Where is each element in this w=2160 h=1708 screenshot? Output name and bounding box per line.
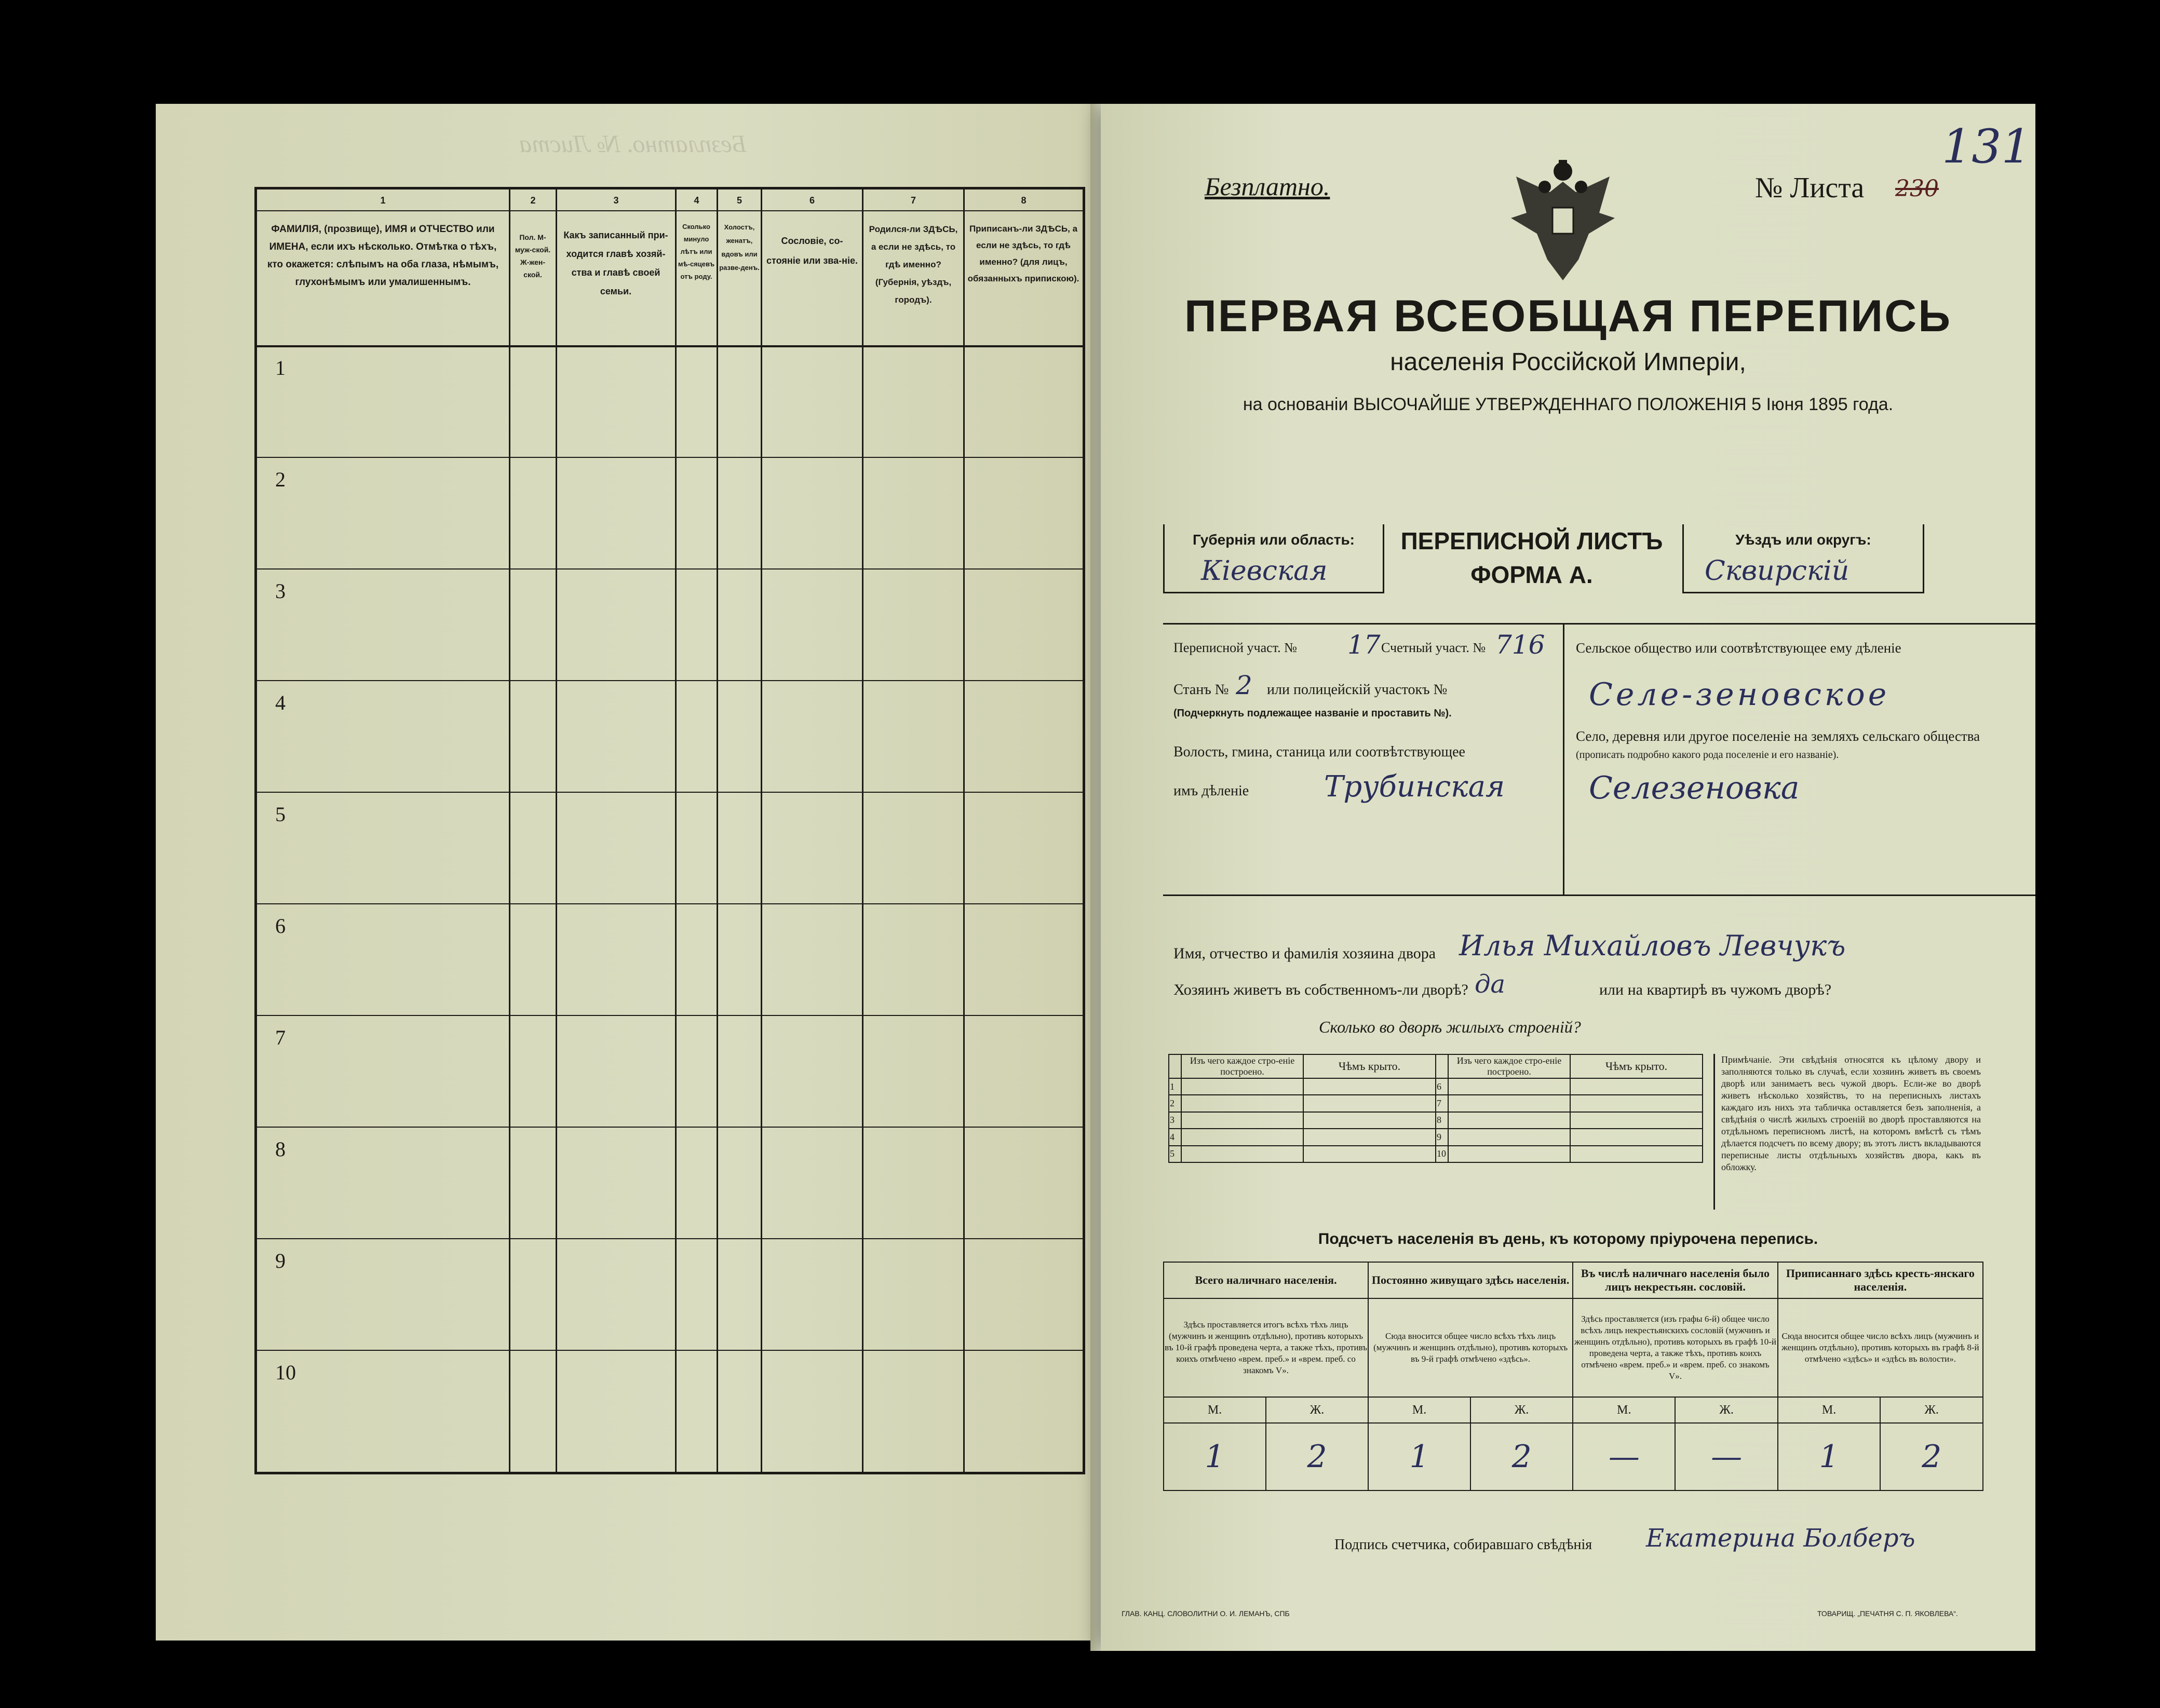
sex-label: М.	[1778, 1397, 1881, 1423]
count-value: 2	[1880, 1423, 1983, 1490]
count-explanation: Здѣсь проставляется итогъ всѣхъ тѣхъ лицъ (мужчинъ и женщинъ отдѣльно), противъ которыхъ въ 10-й графѣ проведена черта, а также тѣхъ, противъ коихъ отмѣчено «врем. преб.» и «врем. преб. со знакомъ V».	[1164, 1298, 1368, 1397]
location-block	[1163, 623, 2035, 896]
sex-label: М.	[1573, 1397, 1675, 1423]
column-number: 3	[613, 195, 619, 206]
column-header-birthplace: Родился-ли ЗДѢСЬ, а если не здѣсь, то гдѣ именно? (Губернія, уѣздъ, городъ).	[869, 224, 958, 305]
column-header-marital: Холостъ, женатъ, вдовъ или разве-денъ.	[719, 223, 760, 272]
owner-label: Имя, отчество и фамилія хозяина двора	[1173, 945, 1436, 962]
building-row-number: 4	[1169, 1129, 1181, 1145]
building-row-number: 9	[1436, 1129, 1448, 1145]
census-area-value: 17	[1347, 630, 1381, 660]
column-number: 4	[694, 195, 699, 206]
legal-basis: на основаніи ВЫСОЧАЙШЕ УТВЕРЖДЕННАГО ПОЛОЖЕНІЯ 5 Іюня 1895 года.	[1243, 395, 1894, 414]
right-page	[1101, 104, 2035, 1651]
building-row-number: 3	[1169, 1112, 1181, 1129]
page-title: ПЕРВАЯ ВСЕОБЩАЯ ПЕРЕПИСЬ	[1184, 291, 1952, 341]
count-value: 1	[1368, 1423, 1470, 1490]
free-label: Безплатно.	[1205, 172, 1330, 201]
village-value: Селезеновка	[1589, 770, 1800, 806]
row-number: 6	[275, 914, 286, 938]
column-header-age: Сколько минуло лѣтъ или мѣ-сяцевъ отъ роду.	[678, 223, 715, 280]
own-yard-label: Хозяинъ живетъ въ собственномъ-ли дворѣ?	[1173, 981, 1468, 998]
sex-label: М.	[1164, 1397, 1266, 1423]
district-box	[1682, 524, 1924, 593]
building-row-number: 5	[1169, 1146, 1181, 1162]
column-number: 8	[1021, 195, 1027, 206]
count-value: 1	[1164, 1423, 1266, 1490]
count-header: Приписаннаго здѣсь кресть-янскаго населенія.	[1778, 1262, 1983, 1298]
row-number: 3	[275, 579, 286, 603]
sex-label: Ж.	[1880, 1397, 1983, 1423]
underline-note: (Подчеркнуть подлежащее названіе и проставить №).	[1173, 708, 1452, 719]
count-explanation: Здѣсь проставляется (изъ графы 6-й) общее число всѣхъ лицъ некрестьянскихъ сословій (мужчинъ и женщинъ отдѣльно), противъ которыхъ въ графѣ 10-й проведена черта, а также тѣхъ, противъ коихъ отмѣчено «врем. преб.» и «врем. преб. со знакомъ V».	[1573, 1298, 1778, 1397]
printer-left: ГЛАВ. КАНЦ. СЛОВОЛИТНИ О. И. ЛЕМАНЪ, СПБ	[1122, 1609, 1290, 1618]
own-yard-value: да	[1475, 970, 1506, 999]
volost-label: Волость, гмина, станица или соотвѣтствующее	[1173, 744, 1465, 760]
count-explanation: Сюда вносится общее число всѣхъ лицъ (мужчинъ и женщинъ отдѣльно), противъ которыхъ въ графѣ 8-й отмѣчено «здѣсь» и «здѣсь въ волости».	[1778, 1298, 1983, 1397]
column-number: 7	[910, 195, 916, 206]
province-value: Кіевская	[1201, 555, 1328, 587]
row-number: 9	[275, 1249, 286, 1272]
village-label: Село, деревня или другое поселеніе на земляхъ сельскаго общества	[1576, 728, 1980, 744]
buildings-header: Чѣмъ крыто.	[1570, 1054, 1703, 1078]
building-row-number: 1	[1169, 1078, 1181, 1095]
sex-label: Ж.	[1675, 1397, 1777, 1423]
building-row-number: 10	[1436, 1146, 1448, 1162]
count-header: Всего наличнаго населенія.	[1164, 1262, 1368, 1298]
volost-label-2: имъ дѣленіе	[1173, 783, 1249, 799]
stan-value: 2	[1236, 670, 1252, 700]
row-number: 2	[275, 468, 286, 491]
row-number: 4	[275, 691, 286, 714]
province-label: Губернія или область:	[1192, 532, 1355, 548]
column-number: 1	[380, 195, 386, 206]
counting-area-value: 716	[1495, 630, 1545, 660]
district-label: Уѣздъ или округъ:	[1735, 532, 1871, 548]
rural-society-label: Сельское общество или соотвѣтствующее ему дѣленіе	[1576, 640, 1901, 656]
column-header-relation: Какъ записанный при-ходится главѣ хозяй-ства и главѣ своей семьи.	[563, 230, 668, 296]
count-value: —	[1675, 1423, 1777, 1490]
row-number: 5	[275, 803, 286, 826]
column-number: 6	[809, 195, 815, 206]
owner-value: Илья Михайловъ Левчукъ	[1459, 929, 1846, 962]
count-title: Подсчетъ населенія въ день, къ которому пріурочена перепись.	[1318, 1230, 1818, 1248]
sex-label: М.	[1368, 1397, 1470, 1423]
counting-area-label: Счетный участ. №	[1381, 640, 1486, 655]
row-number: 1	[275, 356, 286, 379]
note-text: Примѣчаніе. Эти свѣдѣнія относятся къ цѣлому двору и заполняются только въ случаѣ, если хозяинъ живетъ въ своемъ дворѣ или занимаетъ весь чужой дворъ. Если-же во дворѣ живетъ нѣсколько хозяйствъ, то на переписныхъ листахъ каждаго изъ нихъ эта табличка оставляется безъ заполненія, а свѣдѣнія о числѣ жилыхъ строеній во дворѣ проставляются на отдѣльномъ переписномъ листѣ, на которомъ вмѣстѣ съ тѣмъ дѣлается подсчетъ по всему двору; въ этотъ листъ вкладываются переписные листы отдѣльныхъ хозяйствъ двора, какъ въ обложку.	[1713, 1054, 1981, 1210]
column-header-estate: Сословіе, со-стояніе или зва-ніе.	[766, 236, 858, 266]
sheet-number-handwritten: 131	[1942, 119, 2031, 174]
imperial-eagle-icon	[1501, 156, 1625, 286]
signature-value: Екатерина Болберъ	[1646, 1524, 1915, 1553]
count-value: 2	[1470, 1423, 1573, 1490]
building-row-number: 6	[1436, 1078, 1448, 1095]
count-header: Въ числѣ наличнаго населенія было лицъ некрестьян. сословій.	[1573, 1262, 1778, 1298]
form-subtitle: ФОРМА А.	[1470, 561, 1593, 588]
bleed-through-text: Безплатно. № Листа	[519, 130, 747, 158]
row-number: 8	[275, 1137, 286, 1161]
left-page	[156, 104, 1101, 1641]
census-area-label: Переписной участ. №	[1173, 640, 1297, 655]
stan-label: Станъ №	[1173, 682, 1229, 698]
column-header-registered: Приписанъ-ли ЗДѢСЬ, а если не здѣсь, то гдѣ именно? (для лицъ, обязанныхъ припискою).	[967, 224, 1079, 283]
province-box	[1163, 524, 1384, 593]
building-row-number: 2	[1169, 1095, 1181, 1111]
village-note: (прописать подробно какого рода поселеніе и его названіе).	[1576, 749, 1839, 761]
count-value: —	[1573, 1423, 1675, 1490]
volost-value: Трубинская	[1324, 770, 1505, 804]
rural-society-value: Селе-зеновское	[1589, 676, 1890, 713]
district-value: Сквирскій	[1705, 555, 1850, 587]
building-row-number: 7	[1436, 1095, 1448, 1111]
sex-label: Ж.	[1470, 1397, 1573, 1423]
signature-label: Подпись счетчика, собиравшаго свѣдѣнія	[1334, 1537, 1592, 1553]
person-table	[254, 187, 1085, 1474]
sex-label: Ж.	[1266, 1397, 1368, 1423]
column-number: 2	[530, 195, 536, 206]
buildings-table	[1168, 1054, 1703, 1163]
page-subtitle: населенія Россійской Имперіи,	[1390, 348, 1746, 376]
buildings-header: Изъ чего каждое стро-еніе построено.	[1181, 1054, 1303, 1078]
column-header-sex: Пол. М-муж-ской. Ж-жен-ской.	[515, 233, 551, 279]
column-number: 5	[736, 195, 742, 206]
printer-right: ТОВАРИЩ. „ПЕЧАТНЯ С. П. ЯКОВЛЕВА“.	[1817, 1609, 1958, 1618]
buildings-question: Сколько во дворѣ жилыхъ строеній?	[1319, 1018, 1581, 1036]
count-value: 2	[1266, 1423, 1368, 1490]
rented-label: или на квартирѣ въ чужомъ дворѣ?	[1599, 981, 1832, 998]
header-boxes	[1163, 524, 2035, 592]
building-row-number: 8	[1436, 1112, 1448, 1129]
form-title: ПЕРЕПИСНОЙ ЛИСТЪ	[1400, 527, 1663, 554]
count-explanation: Сюда вносится общее число всѣхъ тѣхъ лицъ (мужчинъ и женщинъ отдѣльно), противъ которыхъ въ 9-й графѣ отмѣчено «здѣсь».	[1368, 1298, 1573, 1397]
count-value: 1	[1778, 1423, 1881, 1490]
count-table	[1163, 1262, 1983, 1491]
column-header-name: ФАМИЛІЯ, (прозвище), ИМЯ и ОТЧЕСТВО или ИМЕНА, если ихъ нѣсколько. Отмѣтка о тѣхъ, кто окажется: слѣпымъ на оба глаза, нѣмымъ, глухонѣмымъ или умалишеннымъ.	[267, 224, 499, 288]
buildings-header: Чѣмъ крыто.	[1303, 1054, 1436, 1078]
police-label: или полицейскій участокъ №	[1267, 682, 1448, 698]
count-header: Постоянно живущаго здѣсь населенія.	[1368, 1262, 1573, 1298]
buildings-header: Изъ чего каждое стро-еніе построено.	[1448, 1054, 1570, 1078]
sheet-number-label: № Листа	[1755, 172, 1865, 204]
row-number: 10	[275, 1361, 296, 1384]
row-number: 7	[275, 1026, 286, 1049]
sheet-number-crossed: 230	[1895, 175, 1939, 202]
